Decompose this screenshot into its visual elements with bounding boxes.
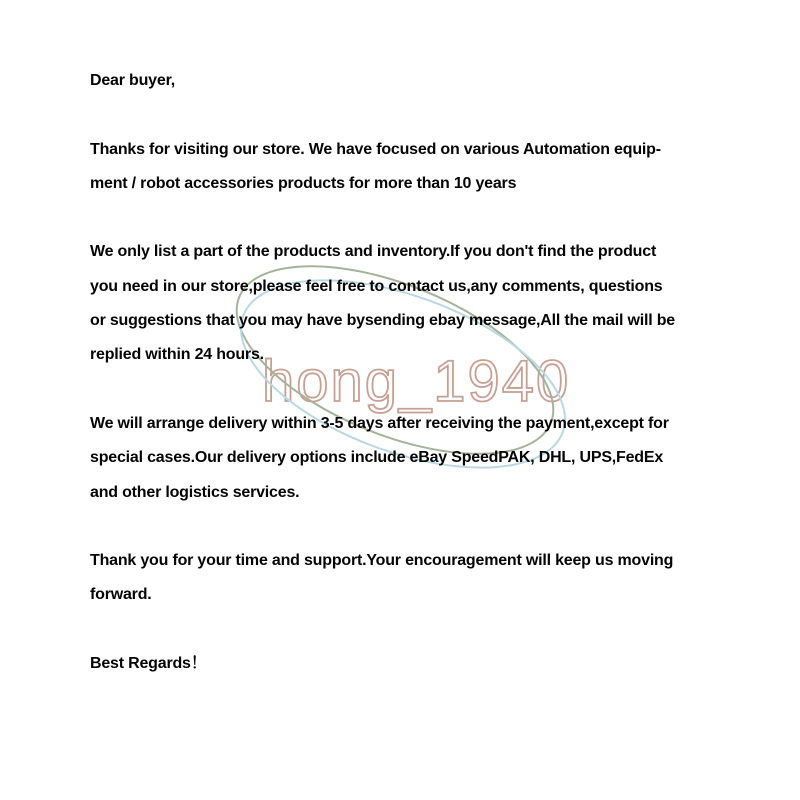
letter-line: special cases.Our delivery options include eBay SpeedPAK, DHL, UPS,FedEx xyxy=(90,449,664,467)
paragraph-thanks xyxy=(90,544,750,613)
letter-line: you need in our store,please feel free to contact us,any comments, questions xyxy=(90,277,663,295)
salutation xyxy=(90,64,750,98)
paragraph-contact xyxy=(90,235,750,372)
paragraph-delivery xyxy=(90,407,750,510)
letter-body xyxy=(90,64,750,716)
letter-line: We will arrange delivery within 3-5 days after receiving the payment,except for xyxy=(90,414,669,432)
letter-line: forward. xyxy=(90,586,152,604)
closing xyxy=(90,647,750,681)
closing-line: Best Regards！ xyxy=(90,655,207,673)
letter-line: Thank you for your time and support.Your encouragement will keep us moving xyxy=(90,552,674,570)
letter-line: ment / robot accessories products for more than 10 years xyxy=(90,174,517,192)
letter-line: or suggestions that you may have bysending ebay message,All the mail will be xyxy=(90,312,675,330)
paragraph-intro xyxy=(90,133,750,202)
letter-line: Thanks for visiting our store. We have focused on various Automation equip- xyxy=(90,140,661,158)
letter-line: We only list a part of the products and inventory.If you don't find the product xyxy=(90,243,657,261)
letter-line: replied within 24 hours. xyxy=(90,346,264,364)
letter-line: and other logistics services. xyxy=(90,483,300,501)
salutation-line: Dear buyer, xyxy=(90,72,175,89)
watermark-text: hong_1940 xyxy=(262,349,571,414)
